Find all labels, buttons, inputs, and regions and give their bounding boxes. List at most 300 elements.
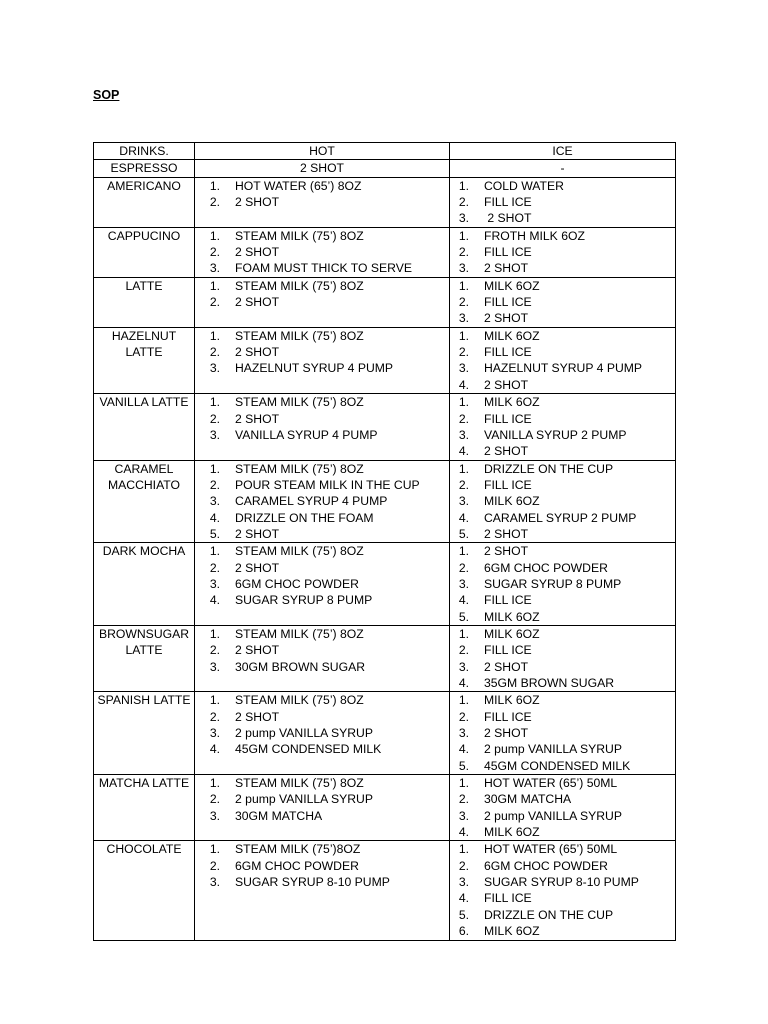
- sop-table: [93, 142, 676, 941]
- step-text: STEAM MILK (75’) 8OZ: [235, 693, 364, 708]
- step-text: MILK 6OZ: [484, 328, 540, 343]
- step-text: FILL ICE: [484, 345, 532, 360]
- step-number: 2.: [458, 411, 469, 426]
- step-text: 2 pump VANILLA SYRUP: [484, 808, 622, 823]
- step-text: STEAM MILK (75’) 8OZ: [235, 328, 364, 343]
- step-number: 3.: [209, 875, 220, 890]
- step-number: 1.: [458, 461, 469, 476]
- ice-cell: [450, 327, 676, 393]
- header-ice: ICE: [450, 143, 676, 160]
- step-number: 3.: [458, 875, 469, 890]
- step-item: [195, 510, 449, 526]
- step-item: [450, 344, 675, 360]
- step-item: [195, 526, 449, 542]
- step-item: [195, 725, 449, 741]
- step-item: [195, 178, 449, 194]
- step-text: STEAM MILK (75’) 8OZ: [235, 278, 364, 293]
- step-item: [450, 923, 675, 939]
- sop-table-body: [94, 143, 676, 941]
- step-item: [450, 808, 675, 824]
- step-text: FILL ICE: [484, 295, 532, 310]
- step-number: 1.: [209, 693, 220, 708]
- step-number: 3.: [209, 576, 220, 591]
- step-number: 1.: [209, 544, 220, 559]
- table-row: [94, 841, 676, 940]
- step-text: MILK 6OZ: [484, 395, 540, 410]
- step-number: 4.: [458, 593, 469, 608]
- step-number: 4.: [458, 891, 469, 906]
- step-number: 4.: [209, 593, 220, 608]
- step-item: [450, 609, 675, 625]
- hot-cell: [195, 277, 450, 327]
- step-item: [450, 411, 675, 427]
- step-item: [450, 178, 675, 194]
- step-number: 2.: [458, 245, 469, 260]
- step-number: 4.: [458, 676, 469, 690]
- step-text: 2 SHOT: [235, 526, 280, 541]
- step-text: FILL ICE: [484, 245, 532, 260]
- header-drinks: DRINKS.: [94, 143, 195, 160]
- hot-steps-list: [195, 178, 449, 211]
- step-number: 5.: [458, 609, 469, 624]
- step-number: 1.: [209, 278, 220, 293]
- table-row: [94, 327, 676, 393]
- step-number: 3.: [458, 427, 469, 442]
- step-number: 3.: [458, 494, 469, 509]
- step-number: 4.: [458, 742, 469, 757]
- step-item: [195, 709, 449, 725]
- step-number: 2.: [209, 560, 220, 575]
- step-text: 2 pump VANILLA SYRUP: [235, 792, 373, 807]
- step-text: FILL ICE: [484, 643, 532, 658]
- step-number: 5.: [209, 526, 220, 541]
- step-number: 4.: [209, 742, 220, 757]
- hot-cell: [195, 394, 450, 460]
- step-item: [450, 526, 675, 542]
- step-item: [195, 477, 449, 493]
- step-item: [195, 808, 449, 824]
- step-text: SUGAR SYRUP 8 PUMP: [235, 593, 373, 608]
- step-text: 45GM CONDENSED MILK: [235, 742, 382, 757]
- step-item: [450, 543, 675, 559]
- step-number: 2.: [458, 560, 469, 575]
- step-text: HOT WATER (65’) 50ML: [484, 776, 618, 791]
- step-number: 5.: [458, 907, 469, 922]
- step-item: [195, 493, 449, 509]
- step-item: [450, 328, 675, 344]
- step-text: 30GM MATCHA: [235, 808, 323, 823]
- step-item: [195, 874, 449, 890]
- table-row: [94, 177, 676, 227]
- step-item: [450, 477, 675, 493]
- step-text: 2 SHOT: [235, 560, 280, 575]
- step-item: [195, 841, 449, 857]
- step-number: 3.: [458, 211, 469, 226]
- drink-name: MATCHA LATTE: [94, 775, 195, 841]
- step-number: 2.: [209, 477, 220, 492]
- step-number: 1.: [209, 395, 220, 410]
- step-item: [195, 543, 449, 559]
- step-item: [195, 411, 449, 427]
- step-text: FILL ICE: [484, 195, 532, 210]
- step-text: FILL ICE: [484, 709, 532, 724]
- drink-name: CAPPUCINO: [94, 227, 195, 277]
- hot-steps-list: [195, 461, 449, 543]
- step-number: 2.: [458, 295, 469, 310]
- ice-cell: [450, 692, 676, 775]
- step-text: FROTH MILK 6OZ: [484, 228, 585, 243]
- step-number: 4.: [458, 825, 469, 840]
- ice-cell: [450, 625, 676, 691]
- header-hot: HOT: [195, 143, 450, 160]
- ice-cell: [450, 277, 676, 327]
- step-text: SUGAR SYRUP 8-10 PUMP: [484, 875, 639, 890]
- step-item: [450, 824, 675, 840]
- step-item: [195, 228, 449, 244]
- ice-steps-list: [450, 775, 675, 840]
- step-text: MILK 6OZ: [484, 494, 540, 509]
- step-text: STEAM MILK (75’) 8OZ: [235, 461, 364, 476]
- step-text: 2 pump VANILLA SYRUP: [484, 742, 622, 757]
- ice-cell: [450, 460, 676, 543]
- step-text: 2 SHOT: [484, 544, 529, 559]
- step-item: [450, 626, 675, 642]
- step-text: 2 SHOT: [235, 411, 280, 426]
- step-text: FOAM MUST THICK TO SERVE: [235, 261, 412, 276]
- step-text: 2 SHOT: [484, 659, 529, 674]
- hot-cell: [195, 227, 450, 277]
- table-row: [94, 160, 676, 177]
- step-item: [450, 725, 675, 741]
- hot-cell: [195, 460, 450, 543]
- step-number: 2.: [209, 345, 220, 360]
- drink-name: ESPRESSO: [94, 160, 195, 177]
- step-number: 1.: [209, 228, 220, 243]
- step-text: FILL ICE: [484, 593, 532, 608]
- step-text: 2 SHOT: [235, 195, 280, 210]
- table-row: [94, 227, 676, 277]
- step-item: [450, 675, 675, 691]
- step-number: 5.: [458, 526, 469, 541]
- step-item: [195, 741, 449, 757]
- step-text: DRIZZLE ON THE CUP: [484, 907, 614, 922]
- ice-steps-list: [450, 178, 675, 227]
- step-text: POUR STEAM MILK IN THE CUP: [235, 477, 420, 492]
- hot-steps-list: [195, 328, 449, 377]
- step-text: 35GM BROWN SUGAR: [484, 676, 615, 690]
- step-number: 1.: [209, 626, 220, 641]
- step-item: [450, 210, 675, 226]
- step-number: 3.: [458, 659, 469, 674]
- step-item: [195, 560, 449, 576]
- step-number: 2.: [458, 792, 469, 807]
- step-text: STEAM MILK (75’) 8OZ: [235, 544, 364, 559]
- header-row: [94, 143, 676, 160]
- step-item: [195, 692, 449, 708]
- step-number: 3.: [458, 361, 469, 376]
- step-item: [450, 758, 675, 774]
- table-row: [94, 543, 676, 626]
- ice-cell: [450, 177, 676, 227]
- step-number: 4.: [458, 377, 469, 392]
- step-number: 1.: [209, 776, 220, 791]
- step-number: 3.: [458, 261, 469, 276]
- step-text: STEAM MILK (75’) 8OZ: [235, 626, 364, 641]
- step-number: 2.: [209, 411, 220, 426]
- ice-steps-list: [450, 461, 675, 543]
- table-row: [94, 692, 676, 775]
- step-number: 1.: [458, 842, 469, 857]
- step-item: [195, 194, 449, 210]
- step-item: [450, 907, 675, 923]
- step-item: [450, 858, 675, 874]
- hot-cell: [195, 625, 450, 691]
- ice-cell: -: [450, 160, 676, 177]
- step-item: [195, 260, 449, 276]
- step-item: [450, 260, 675, 276]
- step-item: [450, 461, 675, 477]
- step-number: 2.: [458, 858, 469, 873]
- ice-cell: [450, 227, 676, 277]
- step-number: 1.: [209, 842, 220, 857]
- step-item: [195, 427, 449, 443]
- step-item: [450, 443, 675, 459]
- step-number: 3.: [458, 726, 469, 741]
- step-text: VANILLA SYRUP 2 PUMP: [484, 427, 627, 442]
- step-number: 1.: [458, 328, 469, 343]
- step-number: 1.: [458, 228, 469, 243]
- step-text: FILL ICE: [484, 477, 532, 492]
- ice-cell: [450, 543, 676, 626]
- step-item: [450, 194, 675, 210]
- step-text: MILK 6OZ: [484, 693, 540, 708]
- ice-steps-list: [450, 394, 675, 459]
- hot-cell: [195, 775, 450, 841]
- step-text: MILK 6OZ: [484, 278, 540, 293]
- step-text: 2 SHOT: [235, 295, 280, 310]
- step-number: 2.: [458, 477, 469, 492]
- drink-name: LATTE: [94, 277, 195, 327]
- drink-name: SPANISH LATTE: [94, 692, 195, 775]
- step-text: 2 SHOT: [484, 444, 529, 459]
- ice-steps-list: [450, 692, 675, 774]
- ice-steps-list: [450, 228, 675, 277]
- step-text: 6GM CHOC POWDER: [484, 560, 608, 575]
- step-item: [450, 427, 675, 443]
- step-text: HOT WATER (65’) 8OZ: [235, 178, 362, 193]
- step-number: 2.: [209, 245, 220, 260]
- step-item: [195, 394, 449, 410]
- step-text: FILL ICE: [484, 411, 532, 426]
- ice-steps-list: [450, 278, 675, 327]
- step-number: 1.: [458, 395, 469, 410]
- step-item: [450, 377, 675, 393]
- step-item: [450, 510, 675, 526]
- step-text: 2 SHOT: [484, 311, 529, 326]
- hot-cell: [195, 841, 450, 940]
- step-text: 30GM BROWN SUGAR: [235, 659, 366, 674]
- hot-cell: [195, 177, 450, 227]
- drink-name: BROWNSUGAR LATTE: [94, 625, 195, 691]
- step-number: 2.: [209, 295, 220, 310]
- hot-steps-list: [195, 626, 449, 675]
- step-text: MILK 6OZ: [484, 609, 540, 624]
- ice-steps-list: [450, 626, 675, 691]
- step-number: 1.: [458, 693, 469, 708]
- step-number: 3.: [458, 808, 469, 823]
- step-number: 3.: [209, 659, 220, 674]
- step-number: 2.: [209, 195, 220, 210]
- page-title: SOP: [93, 88, 120, 102]
- step-number: 2.: [209, 709, 220, 724]
- step-number: 2.: [458, 643, 469, 658]
- hot-steps-list: [195, 692, 449, 757]
- step-text: HOT WATER (65’) 50ML: [484, 842, 618, 857]
- hot-steps-list: [195, 228, 449, 277]
- step-item: [450, 278, 675, 294]
- step-text: SUGAR SYRUP 8 PUMP: [484, 576, 622, 591]
- hot-steps-list: [195, 543, 449, 608]
- step-number: 5.: [458, 758, 469, 773]
- step-item: [195, 592, 449, 608]
- step-item: [450, 310, 675, 326]
- step-item: [195, 244, 449, 260]
- table-row: [94, 460, 676, 543]
- step-text: MILK 6OZ: [484, 825, 540, 840]
- step-item: [195, 344, 449, 360]
- step-text: 6GM CHOC POWDER: [484, 858, 608, 873]
- hot-steps-list: [195, 394, 449, 443]
- step-item: [450, 874, 675, 890]
- step-number: 3.: [209, 494, 220, 509]
- hot-cell: [195, 692, 450, 775]
- step-text: 2 SHOT: [235, 643, 280, 658]
- drink-name: AMERICANO: [94, 177, 195, 227]
- step-item: [195, 642, 449, 658]
- step-text: 2 SHOT: [235, 709, 280, 724]
- step-number: 2.: [458, 345, 469, 360]
- step-item: [450, 775, 675, 791]
- step-number: 4.: [209, 510, 220, 525]
- step-item: [450, 741, 675, 757]
- hot-cell: [195, 543, 450, 626]
- step-text: MILK 6OZ: [484, 924, 540, 939]
- step-number: 3.: [209, 427, 220, 442]
- hot-steps-list: [195, 775, 449, 824]
- step-number: 3.: [209, 726, 220, 741]
- step-number: 6.: [458, 924, 469, 939]
- step-text: 6GM CHOC POWDER: [235, 576, 359, 591]
- step-text: 2 SHOT: [484, 211, 532, 226]
- step-item: [195, 659, 449, 675]
- step-text: HAZELNUT SYRUP 4 PUMP: [484, 361, 643, 376]
- drink-name: DARK MOCHA: [94, 543, 195, 626]
- step-item: [195, 294, 449, 310]
- ice-cell: [450, 394, 676, 460]
- step-item: [450, 360, 675, 376]
- step-text: VANILLA SYRUP 4 PUMP: [235, 427, 378, 442]
- ice-steps-list: [450, 841, 675, 939]
- step-text: FILL ICE: [484, 891, 532, 906]
- hot-steps-list: [195, 841, 449, 890]
- step-item: [450, 493, 675, 509]
- step-item: [195, 626, 449, 642]
- hot-cell: 2 SHOT: [195, 160, 450, 177]
- step-text: 2 SHOT: [484, 726, 529, 741]
- drink-name: CARAMEL MACCHIATO: [94, 460, 195, 543]
- step-number: 3.: [209, 808, 220, 823]
- step-number: 4.: [458, 510, 469, 525]
- step-number: 4.: [458, 444, 469, 459]
- step-item: [450, 560, 675, 576]
- step-item: [450, 228, 675, 244]
- step-item: [450, 659, 675, 675]
- drink-name: VANILLA LATTE: [94, 394, 195, 460]
- step-text: 2 SHOT: [235, 345, 280, 360]
- step-number: 3.: [209, 361, 220, 376]
- step-number: 3.: [209, 261, 220, 276]
- step-number: 2.: [209, 792, 220, 807]
- step-number: 2.: [458, 195, 469, 210]
- step-item: [195, 858, 449, 874]
- step-number: 1.: [458, 776, 469, 791]
- ice-cell: [450, 841, 676, 940]
- step-text: 30GM MATCHA: [484, 792, 572, 807]
- step-item: [195, 576, 449, 592]
- step-number: 2.: [209, 643, 220, 658]
- step-item: [450, 709, 675, 725]
- step-number: 2.: [458, 709, 469, 724]
- step-text: HAZELNUT SYRUP 4 PUMP: [235, 361, 394, 376]
- ice-steps-list: [450, 543, 675, 625]
- step-text: STEAM MILK (75’) 8OZ: [235, 228, 364, 243]
- step-item: [195, 791, 449, 807]
- step-text: 2 SHOT: [484, 261, 529, 276]
- step-text: STEAM MILK (75’)8OZ: [235, 842, 361, 857]
- step-item: [450, 394, 675, 410]
- step-number: 1.: [209, 328, 220, 343]
- step-text: CARAMEL SYRUP 4 PUMP: [235, 494, 388, 509]
- step-number: 1.: [458, 278, 469, 293]
- step-text: 2 SHOT: [484, 377, 529, 392]
- step-number: 2.: [209, 858, 220, 873]
- drink-name: HAZELNUT LATTE: [94, 327, 195, 393]
- step-item: [450, 592, 675, 608]
- step-text: DRIZZLE ON THE FOAM: [235, 510, 374, 525]
- step-text: MILK 6OZ: [484, 626, 540, 641]
- step-item: [195, 278, 449, 294]
- hot-cell: [195, 327, 450, 393]
- step-text: 6GM CHOC POWDER: [235, 858, 359, 873]
- hot-steps-list: [195, 278, 449, 311]
- step-text: STEAM MILK (75’) 8OZ: [235, 776, 364, 791]
- table-row: [94, 277, 676, 327]
- step-item: [450, 244, 675, 260]
- ice-cell: [450, 775, 676, 841]
- step-number: 3.: [458, 311, 469, 326]
- step-item: [195, 461, 449, 477]
- step-text: SUGAR SYRUP 8-10 PUMP: [235, 875, 390, 890]
- step-item: [450, 890, 675, 906]
- step-text: 2 pump VANILLA SYRUP: [235, 726, 373, 741]
- step-number: 1.: [209, 178, 220, 193]
- step-number: 1.: [458, 626, 469, 641]
- step-item: [195, 775, 449, 791]
- step-item: [450, 576, 675, 592]
- ice-steps-list: [450, 328, 675, 393]
- step-text: 2 SHOT: [484, 526, 529, 541]
- table-row: [94, 625, 676, 691]
